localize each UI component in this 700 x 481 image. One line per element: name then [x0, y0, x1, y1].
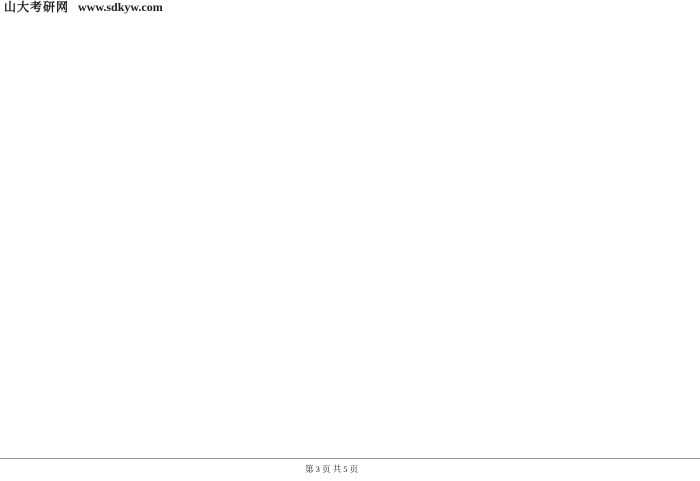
page-number: 第 3 页 共 5 页 — [305, 464, 359, 474]
footer-rule — [0, 458, 700, 459]
page-footer — [0, 463, 700, 477]
text-column-left — [30, 16, 328, 456]
site-brand: 山大考研网 — [4, 0, 70, 14]
site-url: www.sdkyw.com — [78, 0, 163, 14]
site-header — [4, 0, 324, 14]
text-column-right — [368, 2, 668, 456]
